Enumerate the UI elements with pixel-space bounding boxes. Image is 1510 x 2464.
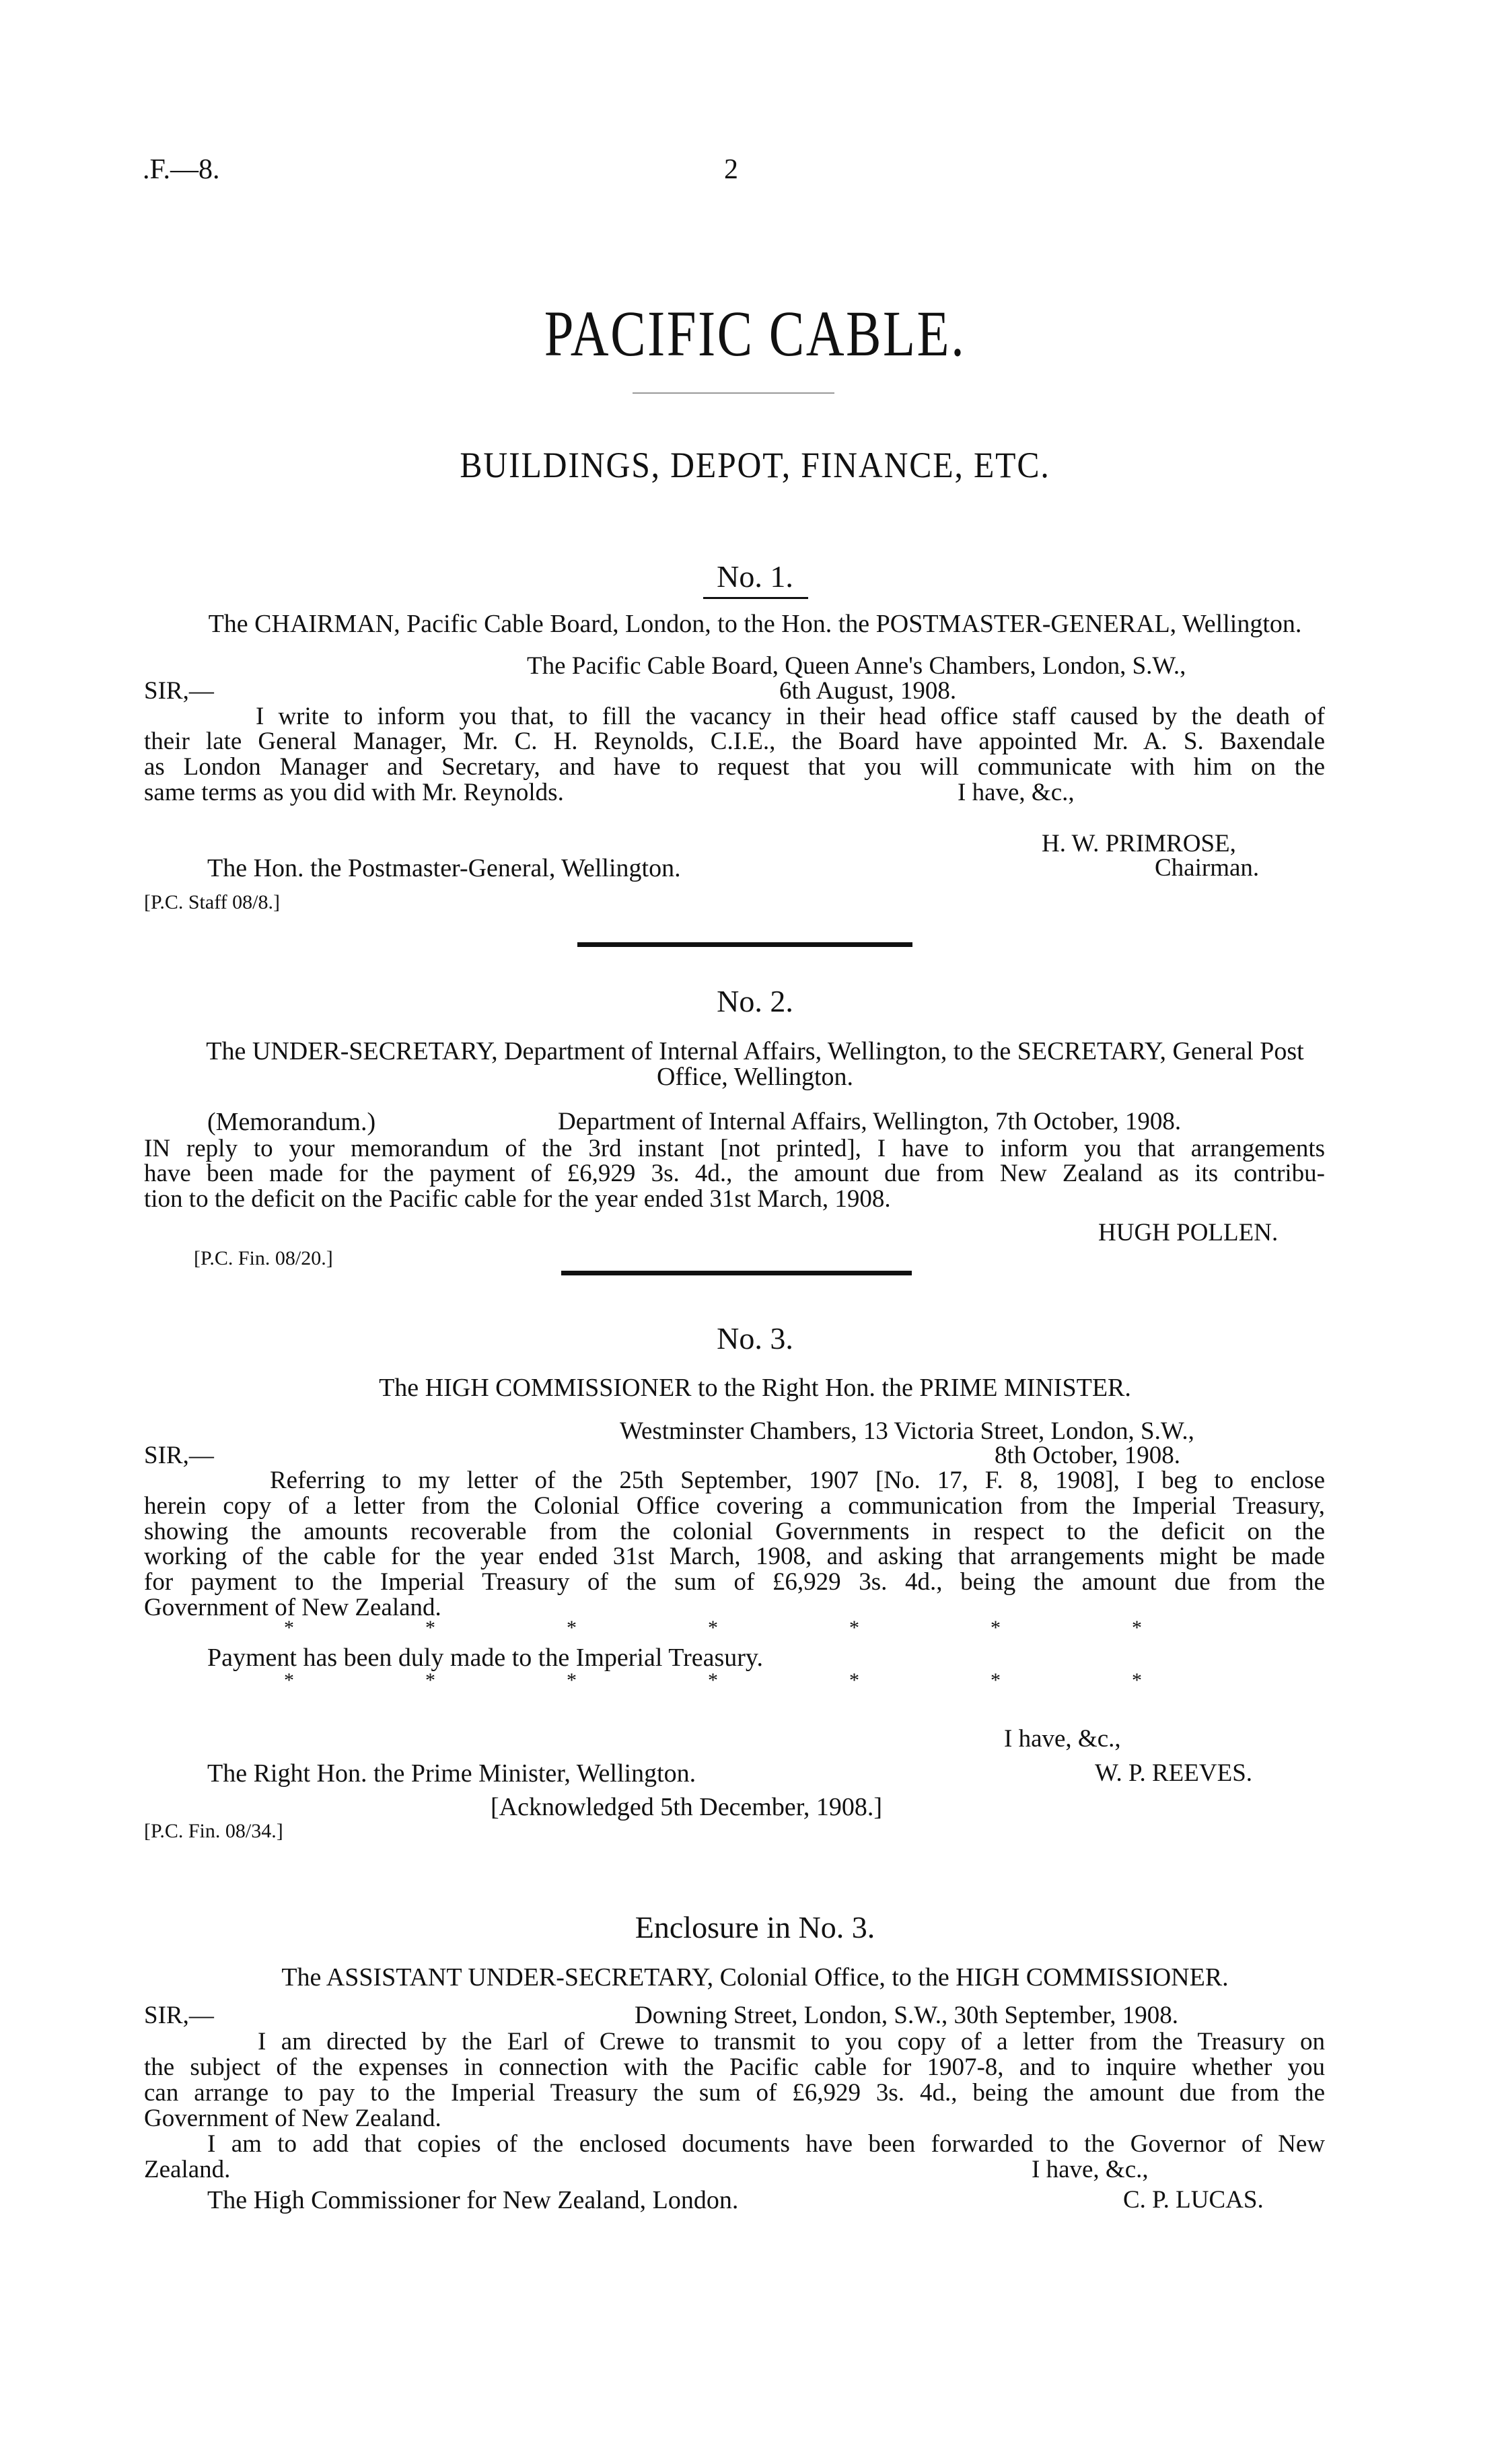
enclosure-body-line: I am directed by the Earl of Crewe to transmit to you copy of a letter from the Treasury on	[258, 2028, 1325, 2055]
enclosure-salutation: SIR,—	[144, 2002, 214, 2029]
document-ref: .F.—8.	[143, 154, 220, 185]
enclosure-place-date: Downing Street, London, S.W., 30th September, 1908.	[635, 2002, 1179, 2029]
enclosure-signatory: C. P. LUCAS.	[1123, 2186, 1264, 2214]
no1-recipient: The Hon. the Postmaster-General, Wellington.	[207, 854, 681, 882]
star: *	[849, 1669, 859, 1691]
no2-body-line: have been made for the payment of £6,929 3s. 4d., the amount due from New Zealand as its contribu-	[144, 1160, 1325, 1187]
no3-body-line: Government of New Zealand.	[144, 1594, 441, 1621]
no1-date: 6th August, 1908.	[779, 677, 957, 705]
enclosure-recipient: The High Commissioner for New Zealand, London.	[207, 2186, 739, 2214]
no1-body-line: as London Manager and Secretary, and have to request that you will communicate with him on the	[144, 753, 1325, 781]
star: *	[284, 1669, 294, 1691]
no3-salutation: SIR,—	[144, 1442, 214, 1469]
no1-body-line: I write to inform you that, to fill the vacancy in their head office staff caused by the death of	[256, 703, 1325, 730]
no2-file-ref: [P.C. Fin. 08/20.]	[194, 1247, 333, 1269]
no1-body-line: their late General Manager, Mr. C. H. Reynolds, C.I.E., the Board have appointed Mr. A. S. Baxendale	[144, 728, 1325, 755]
no1-salutation: SIR,—	[144, 677, 214, 705]
section-divider	[561, 1271, 912, 1275]
enclosure-body-line: Zealand.	[144, 2156, 231, 2183]
star: *	[1132, 1617, 1142, 1639]
enclosure-closing: I have, &c.,	[1032, 2156, 1149, 2183]
no1-heading: No. 1.	[717, 559, 793, 594]
star: *	[567, 1617, 577, 1639]
no2-place-date: Department of Internal Affairs, Wellington, 7th October, 1908.	[558, 1108, 1182, 1135]
no3-payment-line: Payment has been duly made to the Imperial Treasury.	[207, 1644, 763, 1672]
no3-acknowledged: [Acknowledged 5th December, 1908.]	[491, 1793, 883, 1821]
enclosure-body-line: Government of New Zealand.	[144, 2105, 441, 2132]
section-divider	[577, 942, 912, 947]
no2-body-line: IN reply to your memorandum of the 3rd instant [not printed], I have to inform you that arrangements	[144, 1135, 1325, 1162]
no1-signatory-title: Chairman.	[1155, 854, 1260, 882]
no1-closing: I have, &c.,	[958, 779, 1075, 806]
no3-body-line: showing the amounts recoverable from the colonial Governments in respect to the deficit on the	[144, 1518, 1325, 1545]
no3-heading: No. 3.	[717, 1321, 793, 1356]
no3-recipient: The Right Hon. the Prime Minister, Wellington.	[207, 1759, 696, 1788]
ellipsis-stars	[0, 1669, 1510, 1696]
no2-body-line: tion to the deficit on the Pacific cable for the year ended 31st March, 1908.	[144, 1185, 891, 1213]
no3-address-line: The HIGH COMMISSIONER to the Right Hon. the PRIME MINISTER.	[379, 1374, 1131, 1402]
page-number: 2	[724, 154, 738, 185]
no2-address-line: The UNDER-SECRETARY, Department of Internal Affairs, Wellington, to the SECRETARY, General Post	[206, 1037, 1304, 1065]
star: *	[425, 1669, 435, 1691]
no2-address-line: Office, Wellington.	[656, 1063, 854, 1091]
star: *	[849, 1617, 859, 1639]
no3-date: 8th October, 1908.	[995, 1442, 1180, 1469]
no3-body-line: Referring to my letter of the 25th September, 1907 [No. 17, F. 8, 1908], I beg to enclose	[270, 1467, 1325, 1494]
enclosure-heading: Enclosure in No. 3.	[635, 1910, 875, 1944]
no1-heading-rule	[703, 597, 808, 599]
star: *	[708, 1669, 718, 1691]
enclosure-body-line: can arrange to pay to the Imperial Treasury the sum of £6,929 3s. 4d., being the amount due from the	[144, 2079, 1325, 2107]
no3-body-line: working of the cable for the year ended 31st March, 1908, and asking that arrangements might be made	[144, 1543, 1325, 1570]
no2-signatory: HUGH POLLEN.	[1098, 1219, 1279, 1246]
no3-body-line: herein copy of a letter from the Colonial Office covering a communication from the Imperial Treasury,	[144, 1492, 1325, 1520]
enclosure-body-line: I am to add that copies of the enclosed documents have been forwarded to the Governor of New	[207, 2130, 1325, 2158]
no2-memo-label: (Memorandum.)	[207, 1108, 376, 1136]
title-divider	[633, 392, 834, 394]
no1-place: The Pacific Cable Board, Queen Anne's Chambers, London, S.W.,	[527, 652, 1186, 680]
no1-signatory: H. W. PRIMROSE,	[1042, 830, 1236, 857]
star: *	[425, 1617, 435, 1639]
no1-body-line: same terms as you did with Mr. Reynolds.	[144, 779, 564, 806]
no2-heading: No. 2.	[717, 984, 793, 1018]
star: *	[567, 1669, 577, 1691]
star: *	[991, 1617, 1001, 1639]
star: *	[1132, 1669, 1142, 1691]
star: *	[991, 1669, 1001, 1691]
page-subtitle: BUILDINGS, DEPOT, FINANCE, ETC.	[460, 445, 1050, 485]
no3-closing: I have, &c.,	[1004, 1725, 1121, 1753]
no3-signatory: W. P. REEVES.	[1095, 1759, 1253, 1787]
no3-body-line: for payment to the Imperial Treasury of the sum of £6,929 3s. 4d., being the amount due from the	[144, 1568, 1325, 1596]
no3-file-ref: [P.C. Fin. 08/34.]	[144, 1820, 283, 1842]
star: *	[284, 1617, 294, 1639]
enclosure-address-line: The ASSISTANT UNDER-SECRETARY, Colonial Office, to the HIGH COMMISSIONER.	[281, 1963, 1229, 1992]
ellipsis-stars	[0, 1617, 1510, 1644]
no3-place: Westminster Chambers, 13 Victoria Street, London, S.W.,	[620, 1417, 1194, 1445]
enclosure-body-line: the subject of the expenses in connection with the Pacific cable for 1907-8, and to inquire whether you	[144, 2053, 1325, 2081]
no1-address-line: The CHAIRMAN, Pacific Cable Board, London, to the Hon. the POSTMASTER-GENERAL, Wellington.	[208, 610, 1302, 638]
page-title: PACIFIC CABLE.	[544, 297, 966, 369]
no1-file-ref: [P.C. Staff 08/8.]	[144, 891, 280, 913]
star: *	[708, 1617, 718, 1639]
